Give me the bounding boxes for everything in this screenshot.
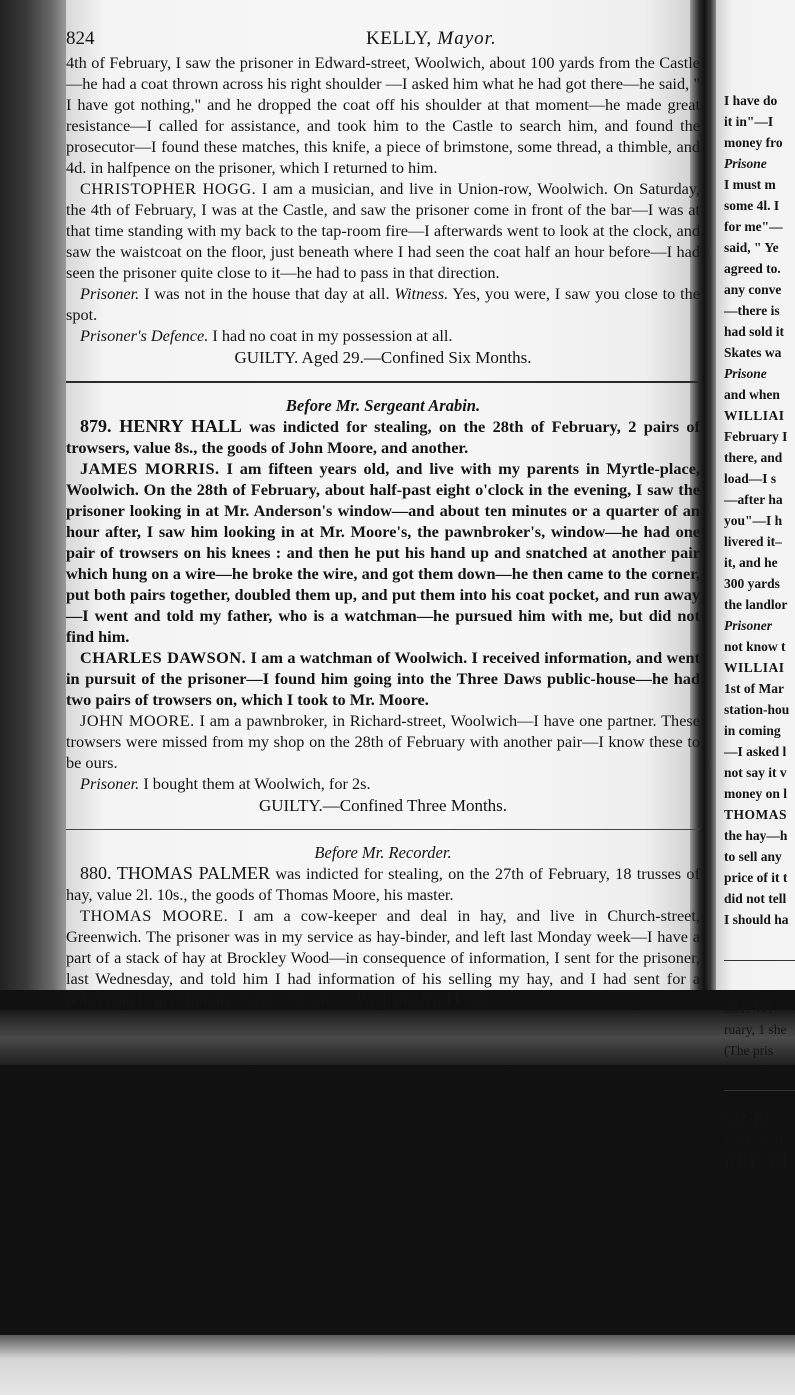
section-divider-1 — [66, 381, 700, 383]
court-heading-arabin: Before Mr. Sergeant Arabin. — [285, 396, 481, 415]
facing-divider-1 — [724, 960, 795, 961]
facing-divider-2 — [724, 1090, 795, 1091]
testimony-thomas-moore: THOMAS MOORE. I am a cow-keeper and deal in hay, and live in Church-street, Greenwich. The prisoner was in my service as hay-binder, and left last Monday week—I have a part of a stack of hay at Brockley Wood—in consequence of information, I sent for the prisoner, last Wednesday, and told him I had information of his selling my hay, and I had sent for a policeman to give him in charge—he said, " Well, master, I know — [66, 906, 700, 1009]
facing-line: Prisone — [724, 156, 767, 171]
facing-line: money fro — [724, 135, 783, 150]
facing-line: price of it t — [724, 870, 788, 885]
court-heading-recorder: Before Mr. Recorder. — [314, 843, 452, 862]
section-divider-2 — [66, 829, 700, 830]
page-text — [66, 22, 700, 1010]
facing-line: I must m — [724, 177, 776, 192]
facing-line: 300 yards — [724, 576, 780, 591]
verdict-1: GUILTY. Aged 29.—Confined Six Months. — [234, 348, 532, 367]
facing-line: I should ha — [724, 912, 789, 927]
facing-line: 1st of Mar — [724, 681, 784, 696]
facing-line: 881. WI — [724, 1001, 773, 1017]
testimony-moore: JOHN MOORE. I am a pawnbroker, in Richard-street, Woolwich—I have one partner. These trowsers were missed from my shop on the 28th of February with another pair—I know these to be ours. — [66, 711, 700, 772]
facing-line: February I — [724, 429, 788, 444]
testimony-hogg: CHRISTOPHER HOGG. I am a musician, and live in Union-row, Woolwich. On Saturday, the 4th of February, I was at the Castle, and saw the prisoner come in front of the bar—I was at that time standing with my back to the tap-room fire—I afterwards went to look at the clock, and saw the waistcoat on the floor, just beneath where I had seen the coat half an hour before—I had seen the prisoner quite close to it—he had to pass in that direction. — [66, 179, 700, 282]
facing-line: the landlor — [724, 597, 788, 612]
facing-line: you"—I h — [724, 513, 783, 528]
facing-line: WILLIAI — [724, 408, 785, 423]
prisoner-witness-exchange: Prisoner. I was not in the house that day at all. Witness. Yes, you were, I saw you close to the spot. — [66, 284, 701, 324]
facing-line: Prisoner — [724, 618, 773, 633]
prisoner-defence: Prisoner's Defence. I had no coat in my possession at all. — [80, 326, 453, 345]
facing-line: some 4l. I — [724, 198, 780, 213]
testimony-morris: JAMES MORRIS. I am fifteen years old, and live with my parents in Myrtle-place, Woolwich. On the 28th of February, about half-past eight o'clock in the evening, I saw the prisoner looking in at Mr. Anderson's window—and about ten minutes or a quarter of an hour after, I saw him looking in at Mr. Moore's, the pawnbroker's, window—he had one pair of trowsers on his knees : and then he put his hand up and snatched at another pair which hung on a wire—he broke the wire, and got them down—he then came to the corner, put both pairs together, doubled them up, and put them into his coat pocket, and run away—I went and told my father, who is a watchman—he pursued him with me, but did not find him. — [66, 459, 700, 646]
facing-line: for me"— — [724, 219, 783, 234]
facing-line: in coming — [724, 723, 781, 738]
facing-line: it, and he — [724, 555, 778, 570]
facing-line: I have do — [724, 93, 778, 108]
facing-line: 882. RE — [724, 1111, 774, 1127]
prisoner-statement-879: Prisoner. I bought them at Woolwich, for 2s. — [80, 774, 371, 793]
facing-line: ruary, 1 bri — [724, 1132, 784, 1147]
verdict-2: GUILTY.—Confined Three Months. — [258, 796, 508, 815]
facing-line: agreed to. — [724, 261, 781, 276]
facing-line: not know t — [724, 639, 786, 654]
running-head — [366, 28, 497, 50]
facing-line: WILLIAI — [724, 660, 785, 675]
facing-line: ruary, 1 she — [724, 1022, 787, 1037]
left-book-edge — [0, 0, 66, 990]
case-880: 880. THOMAS PALMER was indicted for stealing, on the 27th of February, 18 trusses of hay, value 2l. 10s., the goods of Thomas Moore, his master. — [66, 863, 700, 904]
page-header — [66, 22, 700, 52]
facing-line: did not tell — [724, 891, 787, 906]
facing-line: the hay—h — [724, 828, 788, 843]
paragraph-continued: 4th of February, I saw the prisoner in Edward-street, Woolwich, about 100 yards from the Castle—he had a coat thrown across his right shoulder —I asked him what he had got there—he said, " I have got nothing," and he dropped the coat off his shoulder at that moment—he made great resistance—I called for assistance, and took him to the Castle to search him, and found the prosecutor—I found these matches, this knife, a piece of brimstone, some thread, a thimble, and 4d. in halfpence on the prisoner, which I returned to him. — [66, 53, 700, 177]
facing-line: not say it v — [724, 765, 787, 780]
facing-line: to sell any — [724, 849, 782, 864]
facing-line: —there is — [724, 303, 780, 318]
facing-line: —I asked l — [724, 744, 787, 759]
running-head-name: KELLY, — [366, 28, 432, 49]
facing-line: said, " Ye — [724, 240, 779, 255]
facing-line: it in"—I — [724, 114, 774, 129]
facing-line: (The pris — [724, 1043, 774, 1058]
book-bottom-edge — [0, 1010, 795, 1065]
facing-line: —after ha — [724, 492, 783, 507]
facing-line: livered it– — [724, 534, 782, 549]
facing-line: Skates wa — [724, 345, 782, 360]
testimony-dawson: CHARLES DAWSON. I am a watchman of Woolwich. I received information, and went in pursuit of the prisoner—I found him going into the Three Daws public-house—he had two pairs of trowsers on, which I took to Mr. Moore. — [66, 648, 700, 709]
facing-line: money on l — [724, 786, 788, 801]
facing-line: station-hou — [724, 702, 790, 717]
facing-line: THOMAS — [724, 807, 788, 822]
scan-bottom-strip — [0, 1335, 795, 1395]
page-number: 824 — [66, 28, 95, 49]
facing-line: load—I s — [724, 471, 777, 486]
facing-line: and when — [724, 387, 780, 402]
facing-line: had sold it — [724, 324, 785, 339]
facing-line: there, and — [724, 450, 783, 465]
case-879: 879. HENRY HALL was indicted for stealing, on the 28th of February, 2 pairs of trowsers, value 8s., the goods of John Moore, and another. — [66, 416, 700, 457]
witness-name-hogg: CHRISTOPHER HOGG. — [80, 179, 257, 198]
running-head-title: Mayor. — [437, 28, 497, 49]
facing-line: Prisone — [724, 366, 767, 381]
facing-line: any conve — [724, 282, 782, 297]
facing-line: WILLIAM — [724, 1153, 788, 1168]
